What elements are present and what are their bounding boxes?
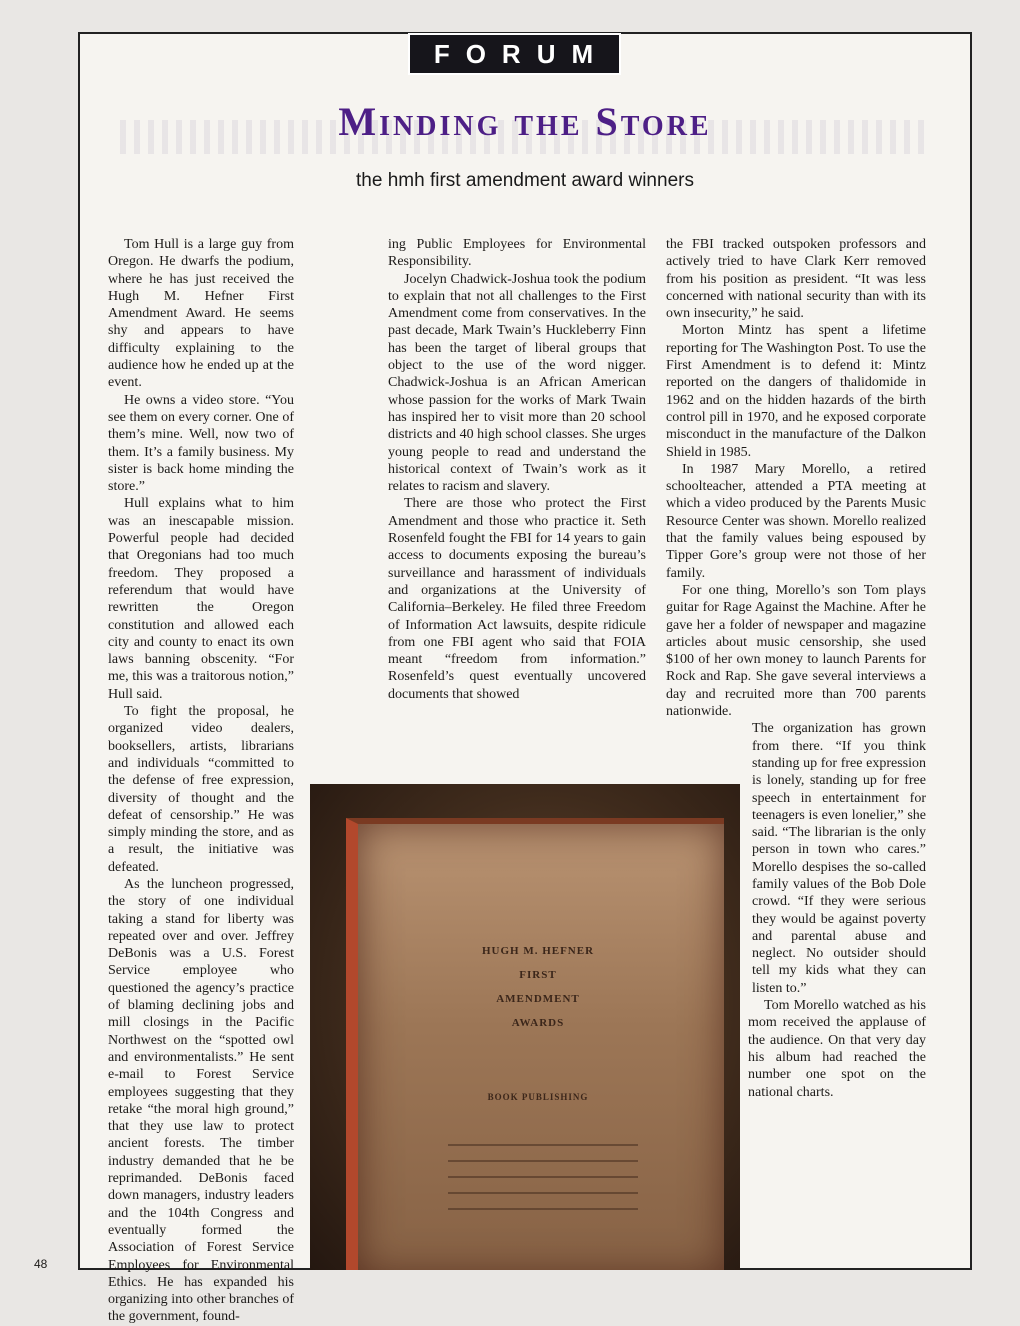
article-title: Minding the Store	[338, 99, 712, 144]
paragraph: There are those who protect the First Amendment and those who practice it. Seth Rosenfeld fought the FBI for 14 years to gain access to documents exposing the bureau’s surveillance and harassment of individuals and organizations at the University of California–Berkeley. He filed three Freedom of Information Act lawsuits, despite ridicule from one FBI agent who said that FOIA meant “freedom from information.” Rosenfeld’s quest eventually uncovered documents that showed	[388, 496, 646, 702]
plaque-fine-print	[448, 1144, 638, 1224]
column-1	[108, 236, 294, 1326]
paragraph: Morton Mintz has spent a lifetime reporting for The Washington Post. To use the First Amendment is to defend it: Mintz reported on the dangers of thalidomide in 1962 and on the hidden hazards of the birth control pill in 1970, and he exposed corporate misconduct in the manufacture of the Dalkon Shield in 1985.	[666, 323, 926, 460]
article-subtitle: the hmh first amendment award winners	[356, 170, 694, 191]
plaque-engraving	[428, 944, 648, 1104]
title-area	[80, 92, 970, 164]
page-number: 48	[34, 1257, 48, 1271]
paragraph: As the luncheon progressed, the story of one individual taking a stand for liberty was repeated over and over. Jeffrey DeBonis was a U.S. Forest Service employee who questioned the agency’s practice of blaming declining jobs and mill closings in the Pacific Northwest on the “spotted owl and environmentalists.” He sent e-mail to Forest Service employees suggesting that they retake “the moral high ground,” that they use law to protect ancient forests. The timber industry demanded that he be reprimanded. DeBonis faced down managers, industry leaders and the 104th Congress and eventually formed the Association of Forest Service Employees for Environmental Ethics. He has expanded his organizing into other branches of the government, found-	[108, 876, 294, 1325]
paragraph: the FBI tracked outspoken professors and actively tried to have Clark Kerr removed from his position as president. “It was less concerned with national security than with its own insecurity,” he said.	[666, 237, 926, 322]
paragraph: In 1987 Mary Morello, a retired schoolteacher, attended a PTA meeting at which a video produced by the Parents Music Resource Center was shown. Morello realized that the family values being espoused by Tipper Gore’s group were not those of her family.	[666, 461, 926, 581]
award-plaque	[346, 818, 724, 1270]
paragraph: Hull explains what to him was an inescapable mission. Powerful people had decided that Oregonians had too much freedom. They proposed a referendum that would have rewritten the Oregon constitution and allowed each city and county to enact its own laws banning obscenity. “For me, this was a traitorous notion,” Hull said.	[108, 496, 294, 702]
paragraph: Tom Morello watched as his mom received the applause of the audience. On that very day his album had reached the number one spot on the national charts.	[748, 998, 926, 1100]
plaque-line: HUGH M. HEFNER	[481, 945, 595, 957]
column-2	[388, 236, 646, 703]
paragraph: The organization has grown from there. “If you think standing up for free expression is lonely, standing up for free speech in entertainment for teenagers is even lonelier,” she said. “The librarian is the only person in town who cares.” Morello despises the so-called family values of the Bob Dole crowd. “If they were serious they would be against poverty and parental abuse and neglect. No outsider should tell my kids what they can listen to.”	[752, 721, 926, 996]
plaque-line: BOOK PUBLISHING	[487, 1092, 589, 1102]
paragraph: ing Public Employees for Environmental Responsibility.	[388, 237, 646, 270]
paragraph: For one thing, Morello’s son Tom plays guitar for Rage Against the Machine. After he gave her a folder of newspaper and magazine articles about music censorship, she used $100 of her own money to launch Parents for Rock and Rap. She gave several interviews a day and recruited more than 700 parents nationwide.	[666, 582, 926, 720]
section-label: FORUM	[408, 33, 621, 75]
paragraph: Jocelyn Chadwick-Joshua took the podium to explain that not all challenges to the First Amendment come from conservatives. In the past decade, Mark Twain’s Huckleberry Finn has been the target of liberal groups that object to the use of the word nigger. Chadwick-Joshua is an African American whose passion for the works of Mark Twain has inspired her to visit more than 20 school districts and 40 high school classes. She urges young people to read and understand the historical context of Twain’s work as it relates to racism and slavery.	[388, 271, 646, 495]
plaque-line: AMENDMENT	[496, 993, 580, 1005]
paragraph: Tom Hull is a large guy from Oregon. He dwarfs the podium, where he has just received the Hugh M. Hefner First Amendment Award. He seems shy and appears to have difficulty explaining to the audience how he ended up at the event.	[108, 237, 294, 391]
paragraph: To fight the proposal, he organized video dealers, booksellers, artists, librarians and individuals “committed to the defense of free expression, diversity of thought and the defeat of censorship.” He was simply minding the store, and as a result, the initiative was defeated.	[108, 704, 294, 875]
plaque-line: FIRST	[519, 969, 557, 981]
paragraph: He owns a video store. “You see them on every corner. One of them’s mine. Well, now two of them. It’s a family business. My sister is back home minding the store.”	[108, 392, 294, 495]
award-plaque-photo	[310, 784, 740, 1270]
plaque-line: AWARDS	[511, 1017, 565, 1029]
